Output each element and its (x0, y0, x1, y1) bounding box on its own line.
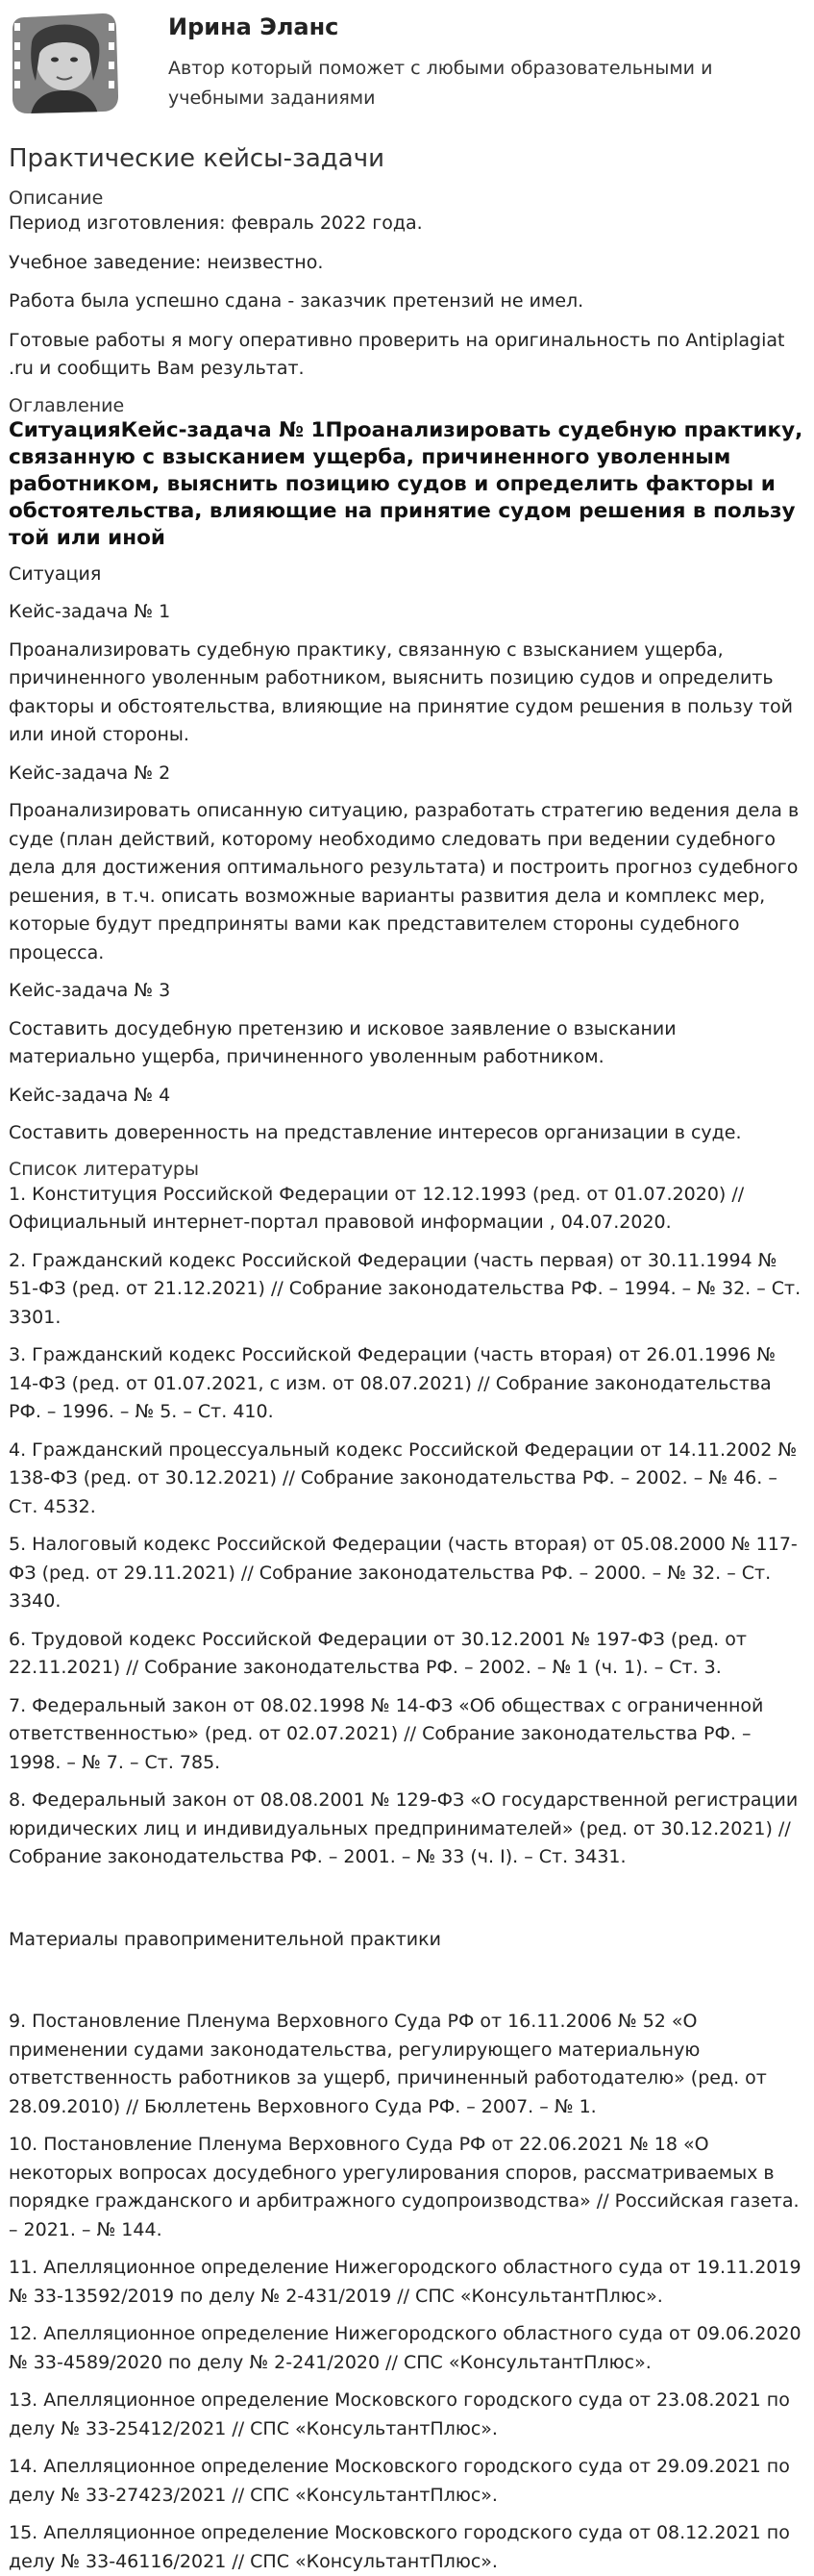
toc-item: Кейс-задача № 2 (9, 760, 805, 788)
toc-item: Кейс-задача № 3 (9, 977, 805, 1006)
description-paragraph: Учебное заведение: неизвестно. (9, 249, 805, 278)
practice-item: 11. Апелляционное определение Нижегородского областного суда от 19.11.2019 № 33-13592/2019 по делу № 2-431/2019 // СПС «КонсультантПлюс». (9, 2254, 805, 2311)
materials-label: Материалы правоприменительной практики (9, 1926, 805, 1955)
toc-item: Составить досудебную претензию и исковое заявление о взыскании материально ущерба, причиненного уволенным работником. (9, 1015, 805, 1072)
spacer (9, 1882, 805, 1914)
reference-item: 3. Гражданский кодекс Российской Федерации (часть вторая) от 26.01.1996 № 14-ФЗ (ред. от 01.07.2021, с изм. от 08.07.2021) // Собрание законодательства РФ. – 1996. – № 5. – Ст. 410. (9, 1341, 805, 1427)
reference-item: 8. Федеральный закон от 08.08.2001 № 129-ФЗ «О государственной регистрации юридических лиц и индивидуальных предпринимателей» (ред. от 30.12.2021) // Собрание законодательства РФ. – 2001. – № 33 (ч. I). – Ст. 3431. (9, 1787, 805, 1872)
toc-item: Проанализировать судебную практику, связанную с взысканием ущерба, причиненного уволенным работником, выяснить позицию судов и определить факторы и обстоятельства, влияющие на принятие судом решения в пользу той или иной стороны. (9, 637, 805, 750)
references-section (9, 1158, 805, 2576)
toc-heading: СитуацияКейс-задача № 1Проанализировать судебную практику, связанную с взысканием ущерба, причиненного уволенным работником, выяснить позицию судов и определить факторы и обстоятельства, влияющие на принятие судом решения в пользу той или иной (9, 417, 805, 552)
practice-item: 13. Апелляционное определение Московского городского суда от 23.08.2021 по делу № 33-25412/2021 // СПС «КонсультантПлюс». (9, 2387, 805, 2443)
references-label: Список литературы (9, 1158, 805, 1181)
toc-item: Составить доверенность на представление интересов организации в суде. (9, 1119, 805, 1148)
practice-item: 15. Апелляционное определение Московского городского суда от 08.12.2021 по делу № 33-46116/2021 // СПС «КонсультантПлюс». (9, 2519, 805, 2576)
reference-item: 7. Федеральный закон от 08.02.1998 № 14-ФЗ «Об обществах с ограниченной ответственностью» (ред. от 02.07.2021) // Собрание законодательства РФ. – 1998. – № 7. – Ст. 785. (9, 1692, 805, 1778)
practice-item: 12. Апелляционное определение Нижегородского областного суда от 09.06.2020 № 33-4589/2020 по делу № 2-241/2020 // СПС «КонсультантПлюс». (9, 2320, 805, 2377)
toc-item: Ситуация (9, 561, 805, 589)
reference-item: 1. Конституция Российской Федерации от 12.12.1993 (ред. от 01.07.2020) // Официальный интернет-портал правовой информации , 04.07.2020. (9, 1181, 805, 1238)
author-card (9, 0, 805, 129)
author-avatar[interactable] (7, 4, 122, 121)
reference-item: 6. Трудовой кодекс Российской Федерации от 30.12.2001 № 197-ФЗ (ред. от 22.11.2021) // Собрание законодательства РФ. – 2002. – № 1 (ч. 1). – Ст. 3. (9, 1626, 805, 1683)
toc-item: Проанализировать описанную ситуацию, разработать стратегию ведения дела в суде (план действий, которому необходимо следовать при ведении судебного дела для достижения оптимального результата) и построить прогноз судебного решения, в т.ч. описать возможные варианты развития дела и комплекс мер, которые будут предприняты вами как представителем стороны судебного процесса. (9, 797, 805, 967)
page-title: Практические кейсы-задачи (9, 144, 805, 173)
author-info (168, 4, 754, 113)
description-paragraph: Период изготовления: февраль 2022 года. (9, 210, 805, 238)
reference-item: 5. Налоговый кодекс Российской Федерации (часть вторая) от 05.08.2000 № 117-ФЗ (ред. от 29.11.2021) // Собрание законодательства РФ. – 2000. – № 32. – Ст. 3340. (9, 1531, 805, 1616)
author-bio: Автор который поможет с любыми образовательными и учебными заданиями (168, 54, 754, 113)
description-paragraph: Готовые работы я могу оперативно проверить на оригинальность по Antiplagiat .ru и сообщить Вам результат. (9, 327, 805, 384)
description-paragraph: Работа была успешно сдана - заказчик претензий не имел. (9, 288, 805, 316)
practice-item: 9. Постановление Пленума Верховного Суда РФ от 16.11.2006 № 52 «О применении судами законодательства, регулирующего материальную ответственность работников за ущерб, причиненный работодателю» (ред. от 28.09.2010) // Бюллетень Верховного Суда РФ. – 2007. – № 1. (9, 2008, 805, 2121)
toc-item: Кейс-задача № 1 (9, 598, 805, 627)
practice-item: 14. Апелляционное определение Московского городского суда от 29.09.2021 по делу № 33-27423/2021 // СПС «КонсультантПлюс». (9, 2453, 805, 2510)
toc-label: Оглавление (9, 394, 805, 417)
description-label: Описание (9, 187, 805, 210)
practice-item: 10. Постановление Пленума Верховного Суда РФ от 22.06.2021 № 18 «О некоторых вопросах досудебного урегулирования споров, рассматриваемых в порядке гражданского и арбитражного судопроизводства» // Российская газета. – 2021. – № 144. (9, 2131, 805, 2244)
toc-item: Кейс-задача № 4 (9, 1082, 805, 1111)
reference-item: 4. Гражданский процессуальный кодекс Российской Федерации от 14.11.2002 № 138-ФЗ (ред. от 30.12.2021) // Собрание законодательства РФ. – 2002. – № 46. – Ст. 4532. (9, 1437, 805, 1522)
description-section (9, 187, 805, 384)
toc-section (9, 394, 805, 1148)
author-name[interactable]: Ирина Эланс (168, 13, 754, 40)
reference-item: 2. Гражданский кодекс Российской Федерации (часть первая) от 30.11.1994 № 51-ФЗ (ред. от 21.12.2021) // Собрание законодательства РФ. – 1994. – № 32. – Ст. 3301. (9, 1247, 805, 1333)
